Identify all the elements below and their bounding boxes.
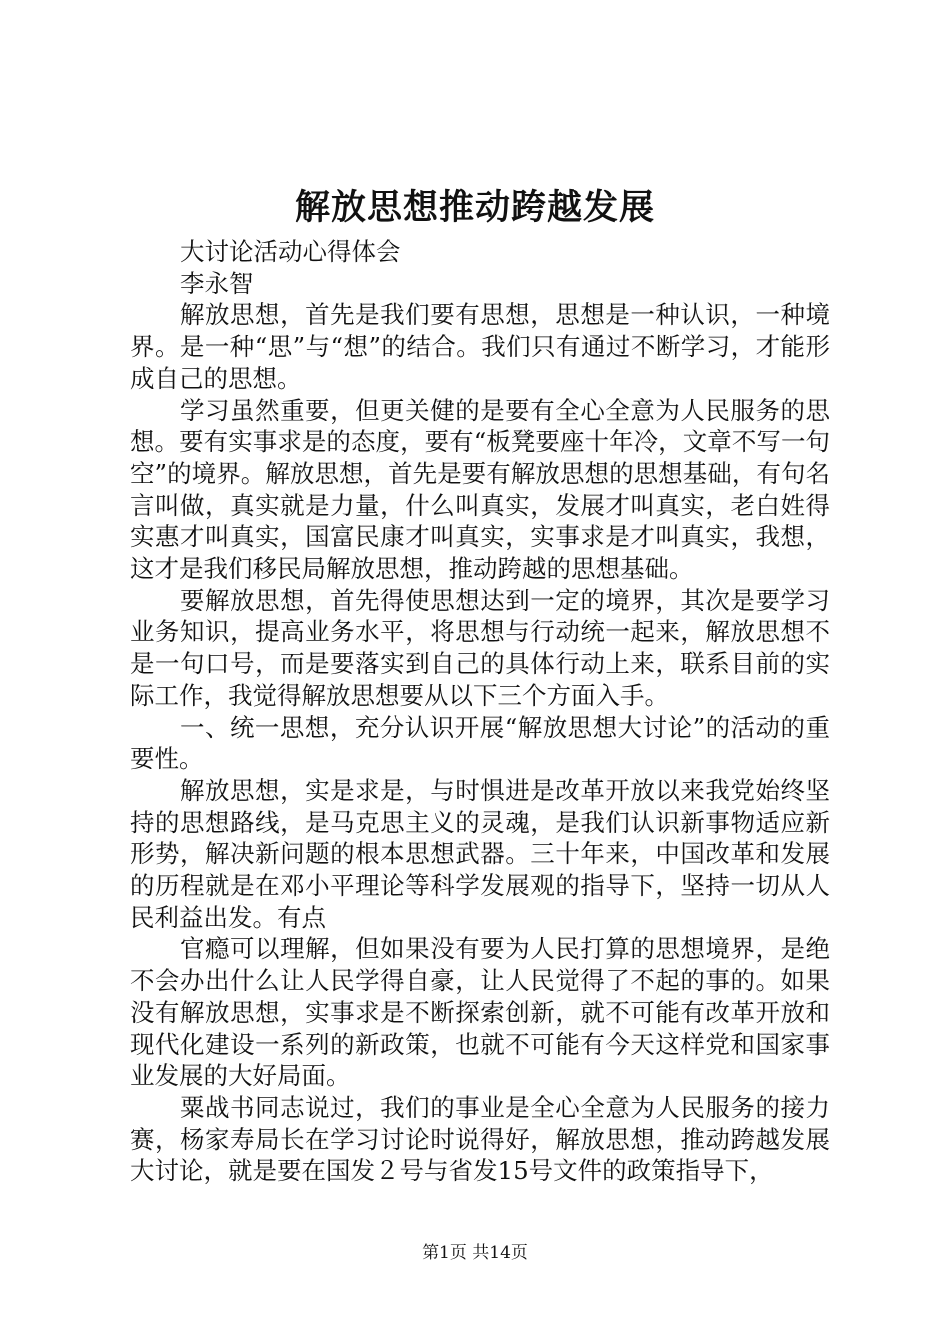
page-number-footer: 第1页 共14页 xyxy=(422,1243,528,1263)
paragraph: 要解放思想，首先得使思想达到一定的境界，其次是要学习业务知识，提高业务水平，将思想与行动统一起来，解放思想不是一句口号，而是要落实到自己的具体行动上来，联系目前的实际工作，我觉得解放思想要从以下三个方面入手。 xyxy=(130,585,830,710)
section-heading: 一、统一思想，充分认识开展“解放思想大讨论”的活动的重要性。 xyxy=(130,712,830,774)
document-body xyxy=(130,236,830,1187)
document-title: 解放思想推动跨越发展 xyxy=(294,187,655,228)
document-author: 李永智 xyxy=(180,268,254,298)
document-subtitle: 大讨论活动心得体会 xyxy=(180,237,401,266)
paragraph: 解放思想，首先是我们要有思想，思想是一种认识，一种境界。是一种“思”与“想”的结合。我们只有通过不断学习，才能形成自己的思想。 xyxy=(130,300,830,393)
paragraph: 粟战书同志说过，我们的事业是全心全意为人民服务的接力赛，杨家寿局长在学习讨论时说得好，解放思想，推动跨越发展大讨论，就是要在国发２号与省发15号文件的政策指导下， xyxy=(130,1092,830,1186)
paragraph: 学习虽然重要，但更关健的是要有全心全意为人民服务的思想。要有实事求是的态度，要有“板凳要座十年冷，文章不写一句空”的境界。解放思想，首先是要有解放思想的思想基础，有句名言叫做，真实就是力量，什么叫真实，发展才叫真实，老白姓得实惠才叫真实，国富民康才叫真实，实事求是才叫真实，我想，这才是我们移民局解放思想，推动跨越的思想基础。 xyxy=(130,395,830,584)
paragraph: 解放思想，实是求是，与时惧进是改革开放以来我党始终坚持的思想路线，是马克思主义的灵魂，是我们认识新事物适应新形势，解决新问题的根本思想武器。三十年来，中国改革和发展的历程就是在邓小平理论等科学发展观的指导下，坚持一切从人民利益出发。有点 xyxy=(130,775,830,932)
paragraph: 官瘾可以理解，但如果没有要为人民打算的思想境界，是绝不会办出什么让人民学得自豪，让人民觉得了不起的事的。如果没有解放思想，实事求是不断探索创新，就不可能有改革开放和现代化建设一系列的新政策，也就不可能有今天这样党和国家事业发展的大好局面。 xyxy=(130,934,830,1091)
